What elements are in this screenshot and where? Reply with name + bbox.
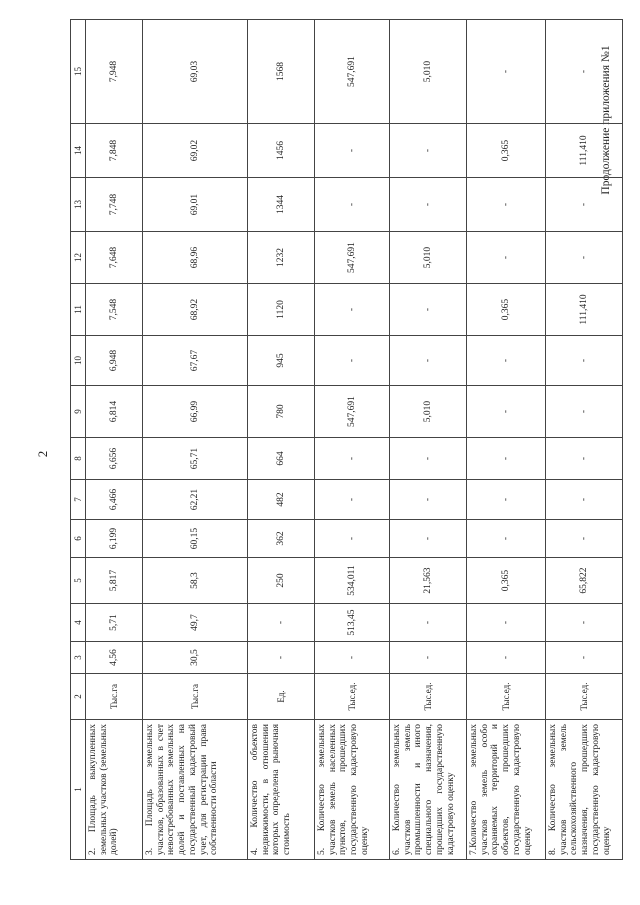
table-row xyxy=(248,20,315,860)
value-cell: 1568 xyxy=(248,20,315,124)
value-cell: - xyxy=(546,480,623,520)
value-cell: 1120 xyxy=(248,284,315,336)
value-cell: - xyxy=(390,178,467,232)
header-cell: 15 xyxy=(71,20,86,124)
value-cell: - xyxy=(315,520,390,558)
value-cell: 0,365 xyxy=(467,124,546,178)
unit-cell: Тыс.ед. xyxy=(315,674,390,720)
value-cell: 513,45 xyxy=(315,604,390,642)
table-row xyxy=(467,20,546,860)
value-cell: - xyxy=(467,232,546,284)
value-cell: - xyxy=(390,124,467,178)
table-row xyxy=(315,20,390,860)
header-cell: 10 xyxy=(71,336,86,386)
value-cell: 250 xyxy=(248,558,315,604)
value-cell: 67,67 xyxy=(143,336,248,386)
value-cell: - xyxy=(467,386,546,438)
value-cell: 111,410 xyxy=(546,284,623,336)
value-cell: - xyxy=(390,520,467,558)
value-cell: - xyxy=(546,336,623,386)
appendix-caption: Продолжение приложения №1 xyxy=(600,45,612,195)
value-cell: - xyxy=(546,642,623,674)
value-cell: - xyxy=(467,20,546,124)
value-cell: 780 xyxy=(248,386,315,438)
value-cell: - xyxy=(467,520,546,558)
header-cell: 5 xyxy=(71,558,86,604)
value-cell: 362 xyxy=(248,520,315,558)
value-cell: 6,814 xyxy=(86,386,143,438)
value-cell: 7,648 xyxy=(86,232,143,284)
table-row xyxy=(546,20,623,860)
value-cell: 60,15 xyxy=(143,520,248,558)
page-number: 2 xyxy=(35,450,50,458)
value-cell: - xyxy=(546,520,623,558)
indicator-name: 7.Количество земельных участков земель особо охраняемых территорий и объектов, прошедших государственную кадастровую оценку xyxy=(467,720,546,860)
table-row xyxy=(86,20,143,860)
value-cell: 547,691 xyxy=(315,20,390,124)
value-cell: 65,71 xyxy=(143,438,248,480)
value-cell: 69,02 xyxy=(143,124,248,178)
value-cell: 4,56 xyxy=(86,642,143,674)
value-cell: - xyxy=(390,642,467,674)
header-cell: 14 xyxy=(71,124,86,178)
value-cell: - xyxy=(315,124,390,178)
header-cell: 4 xyxy=(71,604,86,642)
value-cell: - xyxy=(315,480,390,520)
value-cell: - xyxy=(467,178,546,232)
unit-cell: Тыс.ед. xyxy=(390,674,467,720)
indicators-table xyxy=(70,19,623,860)
value-cell: 7,948 xyxy=(86,20,143,124)
value-cell: - xyxy=(467,480,546,520)
indicator-name: 5. Количество земельных участков земель населенных пунктов, прошедших государственную кадастровую оценку xyxy=(315,720,390,860)
header-cell: 9 xyxy=(71,386,86,438)
value-cell: 0,365 xyxy=(467,284,546,336)
value-cell: 69,01 xyxy=(143,178,248,232)
value-cell: - xyxy=(315,336,390,386)
indicator-name: 6. Количество земельных участков земель промышленности и иного специального назначения, прошедших государственную кадастровую оценку xyxy=(390,720,467,860)
header-cell: 11 xyxy=(71,284,86,336)
indicator-name: 2. Площадь выкупленных земельных участков (земельных долей) xyxy=(86,720,143,860)
value-cell: 49,7 xyxy=(143,604,248,642)
value-cell: - xyxy=(315,438,390,480)
unit-cell: Тыс.га xyxy=(86,674,143,720)
value-cell: 5,71 xyxy=(86,604,143,642)
value-cell: 6,948 xyxy=(86,336,143,386)
value-cell: - xyxy=(390,480,467,520)
value-cell: 5,817 xyxy=(86,558,143,604)
header-cell: 6 xyxy=(71,520,86,558)
value-cell: 30,5 xyxy=(143,642,248,674)
value-cell: 1344 xyxy=(248,178,315,232)
value-cell: 7,548 xyxy=(86,284,143,336)
value-cell: 6,466 xyxy=(86,480,143,520)
unit-cell: Тыс.ед. xyxy=(546,674,623,720)
value-cell: - xyxy=(390,438,467,480)
header-cell: 1 xyxy=(71,720,86,860)
value-cell: 5,010 xyxy=(390,386,467,438)
value-cell: - xyxy=(546,232,623,284)
value-cell: 65,822 xyxy=(546,558,623,604)
value-cell: 58,3 xyxy=(143,558,248,604)
value-cell: 547,691 xyxy=(315,386,390,438)
indicator-name: 4. Количество объектов недвижимости, в отношении которых определена рыночная стоимость xyxy=(248,720,315,860)
table-row xyxy=(143,20,248,860)
table-row xyxy=(390,20,467,860)
value-cell: 6,199 xyxy=(86,520,143,558)
header-cell: 12 xyxy=(71,232,86,284)
value-cell: 66,99 xyxy=(143,386,248,438)
value-cell: - xyxy=(467,438,546,480)
value-cell: 5,010 xyxy=(390,20,467,124)
value-cell: - xyxy=(315,178,390,232)
value-cell: 482 xyxy=(248,480,315,520)
value-cell: - xyxy=(467,336,546,386)
value-cell: 7,748 xyxy=(86,178,143,232)
value-cell: - xyxy=(546,178,623,232)
value-cell: 1232 xyxy=(248,232,315,284)
value-cell: 5,010 xyxy=(390,232,467,284)
header-cell: 13 xyxy=(71,178,86,232)
indicator-name: 8. Количество земельных участков земель сельскохозяйственного назначения, прошедших государственную кадастровую оценку xyxy=(546,720,623,860)
value-cell: 21,563 xyxy=(390,558,467,604)
value-cell: 7,848 xyxy=(86,124,143,178)
value-cell: - xyxy=(248,604,315,642)
value-cell: 534,011 xyxy=(315,558,390,604)
value-cell: - xyxy=(315,642,390,674)
value-cell: 6,656 xyxy=(86,438,143,480)
unit-cell: Тыс.ед. xyxy=(467,674,546,720)
value-cell: 1456 xyxy=(248,124,315,178)
value-cell: - xyxy=(546,386,623,438)
header-row xyxy=(71,20,86,860)
value-cell: 111,410 xyxy=(546,124,623,178)
value-cell: - xyxy=(390,604,467,642)
value-cell: - xyxy=(546,604,623,642)
value-cell: - xyxy=(467,604,546,642)
value-cell: 547,691 xyxy=(315,232,390,284)
header-cell: 2 xyxy=(71,674,86,720)
unit-cell: Тыс.га xyxy=(143,674,248,720)
indicator-name: 3. Площадь земельных участков, образованных в счет невостребованных земельных долей и поставленных на государственный кадастровый учет, для регистрации права собственности области xyxy=(143,720,248,860)
value-cell: 945 xyxy=(248,336,315,386)
value-cell: - xyxy=(467,642,546,674)
value-cell: - xyxy=(546,20,623,124)
value-cell: - xyxy=(546,438,623,480)
value-cell: - xyxy=(390,336,467,386)
value-cell: 68,96 xyxy=(143,232,248,284)
value-cell: - xyxy=(390,284,467,336)
value-cell: - xyxy=(315,284,390,336)
header-cell: 8 xyxy=(71,438,86,480)
value-cell: 62,21 xyxy=(143,480,248,520)
value-cell: 68,92 xyxy=(143,284,248,336)
header-cell: 7 xyxy=(71,480,86,520)
value-cell: 69,03 xyxy=(143,20,248,124)
value-cell: 0,365 xyxy=(467,558,546,604)
header-cell: 3 xyxy=(71,642,86,674)
value-cell: 664 xyxy=(248,438,315,480)
unit-cell: Ед. xyxy=(248,674,315,720)
value-cell: - xyxy=(248,642,315,674)
